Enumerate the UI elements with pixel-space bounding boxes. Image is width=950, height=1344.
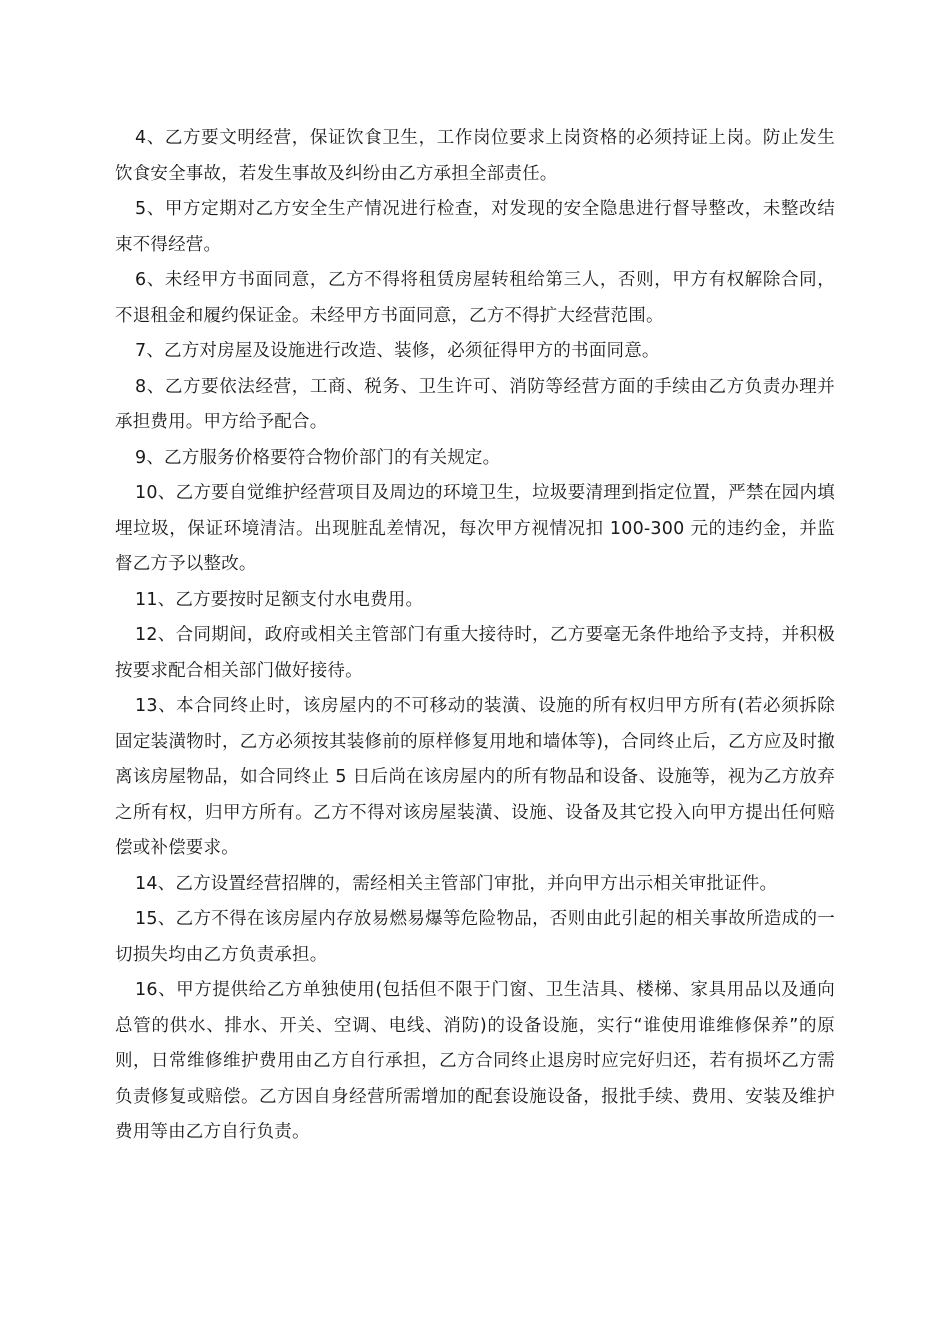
clause-12: 12、合同期间，政府或相关主管部门有重大接待时，乙方要毫无条件地给予支持，并积极按要求配合相关部门做好接待。 [115, 625, 835, 681]
clause-16: 16、甲方提供给乙方单独使用(包括但不限于门窗、卫生洁具、楼梯、家具用品以及通向总管的供水、排水、开关、空调、电线、消防)的设备设施，实行“谁使用谁维修保养”的原则，日常维修维护费用由乙方自行承担，乙方合同终止退房时应完好归还，若有损坏乙方需负责修复或赔偿。乙方因自身经营所需增加的配套设施设备，报批手续、费用、安装及维护费用等由乙方自行负责。 [115, 980, 835, 1142]
clause-4: 4、乙方要文明经营，保证饮食卫生，工作岗位要求上岗资格的必须持证上岗。防止发生饮食安全事故，若发生事故及纠纷由乙方承担全部责任。 [115, 128, 835, 184]
contract-clauses [115, 121, 835, 1151]
clause-10: 10、乙方要自觉维护经营项目及周边的环境卫生，垃圾要清理到指定位置，严禁在园内填埋垃圾，保证环境清洁。出现脏乱差情况，每次甲方视情况扣 100-300 元的违约金，并监督乙方予以整改。 [115, 483, 835, 574]
clause-13: 13、本合同终止时，该房屋内的不可移动的装潢、设施的所有权归甲方所有(若必须拆除固定装潢物时，乙方必须按其装修前的原样修复用地和墙体等)，合同终止后，乙方应及时撤离该房屋物品，如合同终止 5 日后尚在该房屋内的所有物品和设备、设施等，视为乙方放弃之所有权，归甲方所有。乙方不得对该房屋装潢、设施、设备及其它投入向甲方提出任何赔偿或补偿要求。 [115, 696, 835, 858]
clause-5: 5、甲方定期对乙方安全生产情况进行检查，对发现的安全隐患进行督导整改，未整改结束不得经营。 [115, 199, 835, 255]
clause-11: 11、乙方要按时足额支付水电费用。 [135, 589, 424, 610]
clause-14: 14、乙方设置经营招牌的，需经相关主管部门审批，并向甲方出示相关审批证件。 [135, 873, 778, 894]
clause-7: 7、乙方对房屋及设施进行改造、装修，必须征得甲方的书面同意。 [135, 341, 660, 361]
clause-9: 9、乙方服务价格要符合物价部门的有关规定。 [135, 447, 501, 468]
clause-8: 8、乙方要依法经营，工商、税务、卫生许可、消防等经营方面的手续由乙方负责办理并承担费用。甲方给予配合。 [115, 376, 835, 432]
clause-15: 15、乙方不得在该房屋内存放易燃易爆等危险物品，否则由此引起的相关事故所造成的一切损失均由乙方负责承担。 [115, 909, 835, 965]
clause-6: 6、未经甲方书面同意，乙方不得将租赁房屋转租给第三人，否则，甲方有权解除合同，不退租金和履约保证金。未经甲方书面同意，乙方不得扩大经营范围。 [115, 270, 835, 326]
